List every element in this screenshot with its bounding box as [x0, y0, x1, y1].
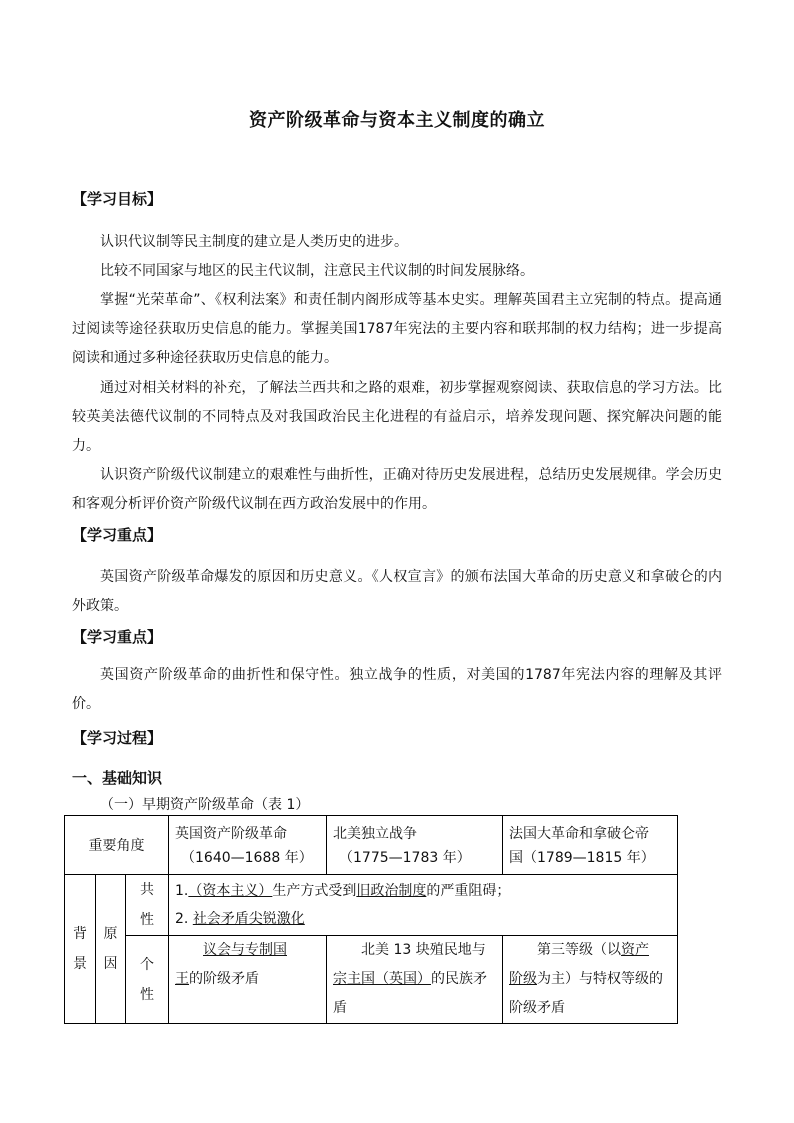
- england-cause-cell: [169, 936, 327, 1024]
- header-england-name: 英国资产阶级革命: [175, 826, 287, 842]
- corner-label: 重要角度: [88, 838, 145, 854]
- cause-char-2: 因: [103, 956, 118, 972]
- england-term-1: 议会与专制国: [203, 942, 287, 958]
- common-line1-term-1: （资本主义）: [188, 883, 273, 899]
- page-title: 资产阶级革命与资本主义制度的确立: [249, 110, 545, 131]
- process-heading: 【学习过程】: [72, 729, 163, 747]
- basics-heading: 一、基础知识: [72, 769, 163, 787]
- common-cause-line-1: [175, 877, 671, 905]
- france-cause-start: 第三等级（以: [537, 942, 621, 958]
- common-cause-cell: [169, 875, 678, 936]
- france-term-2: 阶级: [509, 971, 537, 987]
- common-line2-term: 社会矛盾尖锐激化: [192, 911, 305, 927]
- key-points-heading: 【学习重点】: [72, 526, 163, 544]
- bg-char-1: 背: [73, 926, 87, 942]
- common-line2-number: 2.: [175, 911, 189, 927]
- common-line1-middle: 生产方式受到: [272, 883, 357, 899]
- usa-term: 宗主国（英国）: [333, 971, 431, 987]
- header-usa-years: （1775—1783 年）: [339, 850, 471, 866]
- common-char-2: 性: [140, 912, 154, 928]
- common-line1-term-2: 旧政治制度: [356, 883, 427, 899]
- difficult-points-text: 英国资产阶级革命的曲折性和保守性。独立战争的性质，对美国的1787年宪法内容的理解及其评价。: [72, 667, 722, 712]
- row-background-label: [65, 875, 96, 1024]
- indiv-char-1: 个: [140, 956, 154, 973]
- difficult-points-heading: 【学习重点】: [72, 628, 163, 646]
- key-points-text: 英国资产阶级革命爆发的原因和历史意义。《人权宣言》的颁布法国大革命的历史意义和拿破仑的内外政策。: [72, 569, 722, 614]
- goals-heading: 【学习目标】: [72, 190, 163, 208]
- common-char-1: 共: [140, 882, 154, 898]
- header-england-years: （1640—1688 年）: [181, 850, 313, 866]
- table-caption: （一）早期资产阶级革命（表 1）: [100, 797, 310, 813]
- usa-cause-end: 的民族矛盾: [333, 971, 487, 1016]
- header-usa-name: 北美独立战争: [333, 826, 417, 842]
- common-line1-number: 1.: [175, 883, 189, 899]
- france-term-1: 资产: [621, 942, 649, 958]
- header-england: [169, 816, 327, 875]
- row-cause-label: [96, 875, 126, 1024]
- france-cause-cell: [503, 936, 678, 1024]
- goal-paragraph-5: 认识资产阶级代议制建立的艰难性与曲折性，正确对待历史发展进程，总结历史发展规律。学会历史和客观分析评价资产阶级代议制在西方政治发展中的作用。: [72, 467, 722, 512]
- indiv-char-2: 性: [140, 986, 154, 1003]
- goal-paragraph-3: 掌握“光荣革命”、《权利法案》和责任制内阁形成等基本史实。理解英国君主立宪制的特点。提高通过阅读等途径获取历史信息的能力。掌握美国1787年宪法的主要内容和联邦制的权力结构；进一步提高阅读和通过多种途径获取历史信息的能力。: [72, 292, 722, 366]
- goal-paragraph-4: 通过对相关材料的补充，了解法兰西共和之路的艰难，初步掌握观察阅读、获取信息的学习方法。比较英美法德代议制的不同特点及对我国政治民主化进程的有益启示，培养发现问题、探究解决问题的能力。: [72, 380, 722, 454]
- revolution-table: [64, 815, 678, 1024]
- bg-char-2: 景: [73, 956, 87, 972]
- england-term-2: 王: [175, 971, 189, 987]
- goal-paragraph-1: 认识代议制等民主制度的建立是人类历史的进步。: [100, 234, 408, 250]
- common-line1-end: 的严重阻碍；: [426, 883, 511, 899]
- table-corner-cell: [65, 816, 169, 875]
- individual-label: [126, 936, 169, 1024]
- england-cause-end: 的阶级矛盾: [189, 971, 259, 987]
- header-france-name: 法国大革命和拿破仑帝: [509, 826, 649, 842]
- goal-paragraph-2: 比较不同国家与地区的民主代议制，注意民主代议制的时间发展脉络。: [100, 263, 534, 279]
- common-cause-line-2: [175, 905, 671, 933]
- header-france-years: 国（1789—1815 年）: [509, 850, 655, 866]
- header-france: [503, 816, 678, 875]
- france-cause-end: 为主）与特权等级的阶级矛盾: [509, 971, 663, 1016]
- common-label: [126, 875, 169, 936]
- usa-cause-start: 北美 13 块殖民地与: [361, 942, 486, 958]
- usa-cause-cell: [327, 936, 503, 1024]
- cause-char-1: 原: [103, 926, 118, 942]
- header-usa: [327, 816, 503, 875]
